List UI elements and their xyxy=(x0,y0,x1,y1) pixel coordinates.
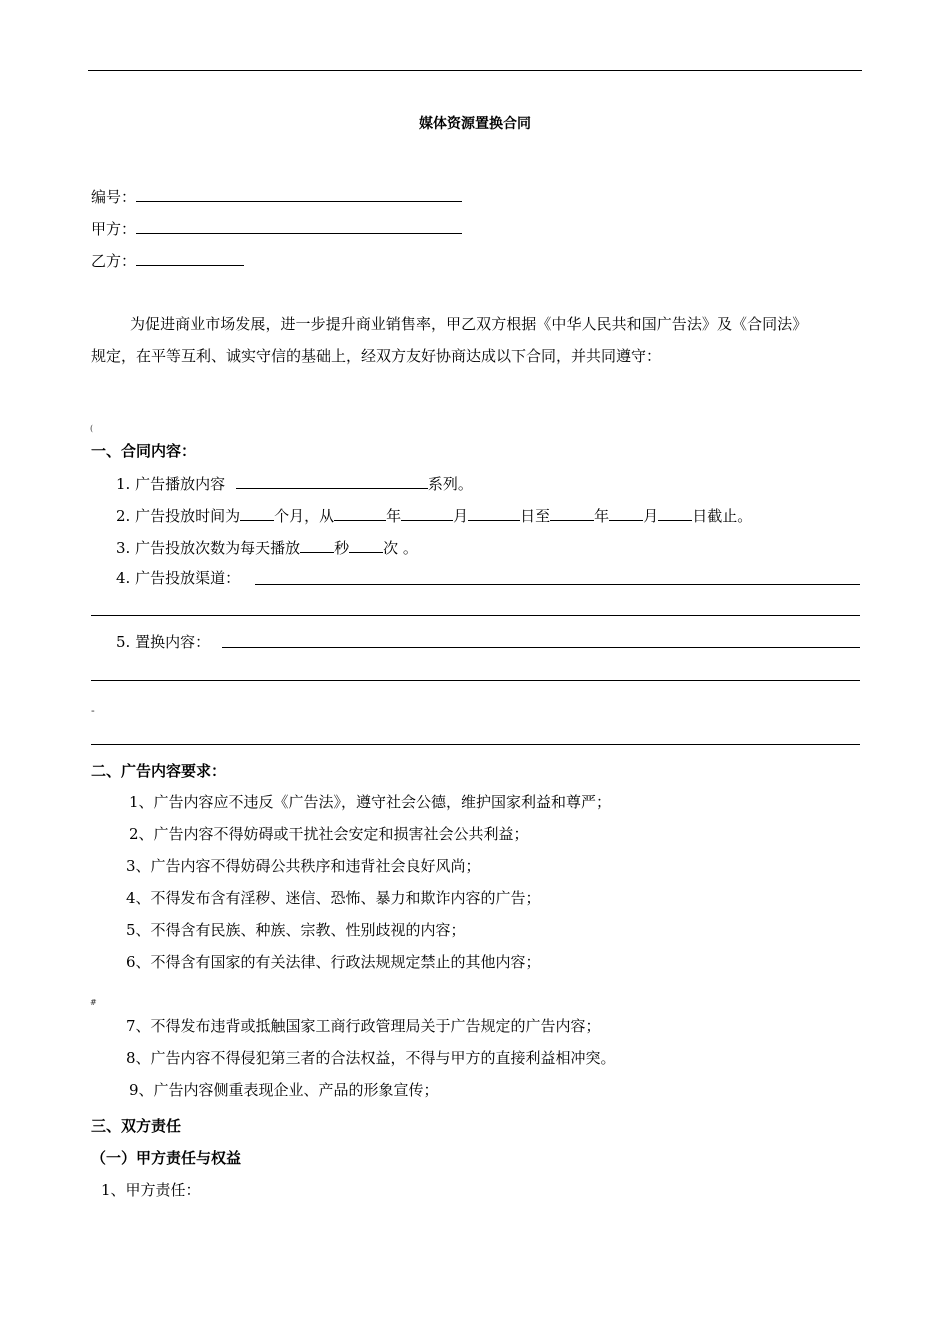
section-2-heading: 二、广告内容要求： xyxy=(91,762,227,780)
item-number: 3. xyxy=(116,539,131,557)
exchange-blank-line-3[interactable] xyxy=(91,744,860,745)
s1-item-2 xyxy=(116,504,752,526)
months-blank[interactable] xyxy=(240,504,274,521)
item-text: 日至 xyxy=(520,507,551,525)
section-1-heading: 一、合同内容： xyxy=(91,442,197,460)
channel-blank-line-2[interactable] xyxy=(91,615,860,616)
header-rule xyxy=(88,70,862,71)
stray-mark: # xyxy=(90,998,97,1007)
item-text: 。 xyxy=(402,539,418,557)
s2-item: 7、不得发布违背或抵触国家工商行政管理局关于广告规定的广告内容； xyxy=(126,1017,601,1035)
s1-item-3 xyxy=(116,536,418,558)
item-number: 5. xyxy=(116,633,131,651)
exchange-blank-line-1[interactable] xyxy=(222,647,860,648)
item-number: 4. xyxy=(116,569,131,587)
end-month-blank[interactable] xyxy=(609,504,643,521)
s1-item-5 xyxy=(116,632,210,652)
item-text: 年 xyxy=(386,507,402,525)
document-title: 媒体资源置换合同 xyxy=(419,116,531,132)
s3-item: 1、甲方责任： xyxy=(101,1181,201,1199)
item-label: 广告投放渠道： xyxy=(135,569,241,587)
s1-item-4 xyxy=(116,568,240,588)
end-day-blank[interactable] xyxy=(658,504,692,521)
field-label: 乙方： xyxy=(91,252,137,270)
item-label: 置换内容： xyxy=(135,633,211,651)
preamble-line-2: 规定，在平等互利、诚实守信的基础上，经双方友好协商达成以下合同，并共同遵守： xyxy=(91,347,662,365)
item-text: 年 xyxy=(594,507,610,525)
field-contract-number xyxy=(91,185,462,207)
start-year-blank[interactable] xyxy=(334,504,386,521)
item-text: 个月，从 xyxy=(274,507,335,525)
item-text: 秒 xyxy=(334,539,350,557)
party-b-blank[interactable] xyxy=(136,249,244,266)
field-party-a xyxy=(91,217,462,239)
channel-blank-line-1[interactable] xyxy=(255,584,860,585)
item-suffix: 系列。 xyxy=(427,475,473,493)
start-day-blank[interactable] xyxy=(468,504,520,521)
item-text: 次 xyxy=(383,539,399,557)
item-text: 月 xyxy=(453,507,469,525)
s2-item: 5、不得含有民族、种族、宗教、性别歧视的内容； xyxy=(126,921,466,939)
stray-mark: - xyxy=(91,704,95,717)
item-text: 日截止。 xyxy=(692,507,753,525)
field-party-b xyxy=(91,249,244,271)
item-text: 广告投放时间为 xyxy=(135,507,241,525)
s2-item: 8、广告内容不得侵犯第三者的合法权益，不得与甲方的直接利益相冲突。 xyxy=(126,1049,616,1067)
section-3-heading: 三、双方责任 xyxy=(91,1117,182,1135)
item-text: 广告投放次数为每天播放 xyxy=(135,539,301,557)
section-3-subheading: （一）甲方责任与权益 xyxy=(91,1149,242,1167)
item-number: 1. xyxy=(116,475,131,493)
end-year-blank[interactable] xyxy=(550,504,594,521)
item-number: 2. xyxy=(116,507,131,525)
s1-item-1 xyxy=(116,472,473,494)
s2-item: 6、不得含有国家的有关法律、行政法规规定禁止的其他内容； xyxy=(126,953,541,971)
preamble-line-1: 为促进商业市场发展，进一步提升商业销售率，甲乙双方根据《中华人民共和国广告法》及《合同法》 xyxy=(130,315,808,333)
field-label: 甲方： xyxy=(91,220,137,238)
start-month-blank[interactable] xyxy=(401,504,453,521)
seconds-blank[interactable] xyxy=(300,536,334,553)
s2-item: 4、不得发布含有淫秽、迷信、恐怖、暴力和欺诈内容的广告； xyxy=(126,889,541,907)
exchange-blank-line-2[interactable] xyxy=(91,680,860,681)
ad-content-blank[interactable] xyxy=(236,472,428,489)
stray-mark: ( xyxy=(90,424,94,433)
item-text: 月 xyxy=(643,507,659,525)
party-a-blank[interactable] xyxy=(136,217,462,234)
field-label: 编号： xyxy=(91,188,137,206)
s2-item: 9、广告内容侧重表现企业、产品的形象宣传； xyxy=(129,1081,439,1099)
s2-item: 1、广告内容应不违反《广告法》，遵守社会公德，维护国家利益和尊严； xyxy=(129,793,612,811)
item-label: 广告播放内容 xyxy=(135,475,226,493)
times-blank[interactable] xyxy=(349,536,383,553)
s2-item: 3、广告内容不得妨碍公共秩序和违背社会良好风尚； xyxy=(126,857,481,875)
s2-item: 2、广告内容不得妨碍或干扰社会安定和损害社会公共利益； xyxy=(129,825,529,843)
contract-number-blank[interactable] xyxy=(136,185,462,202)
